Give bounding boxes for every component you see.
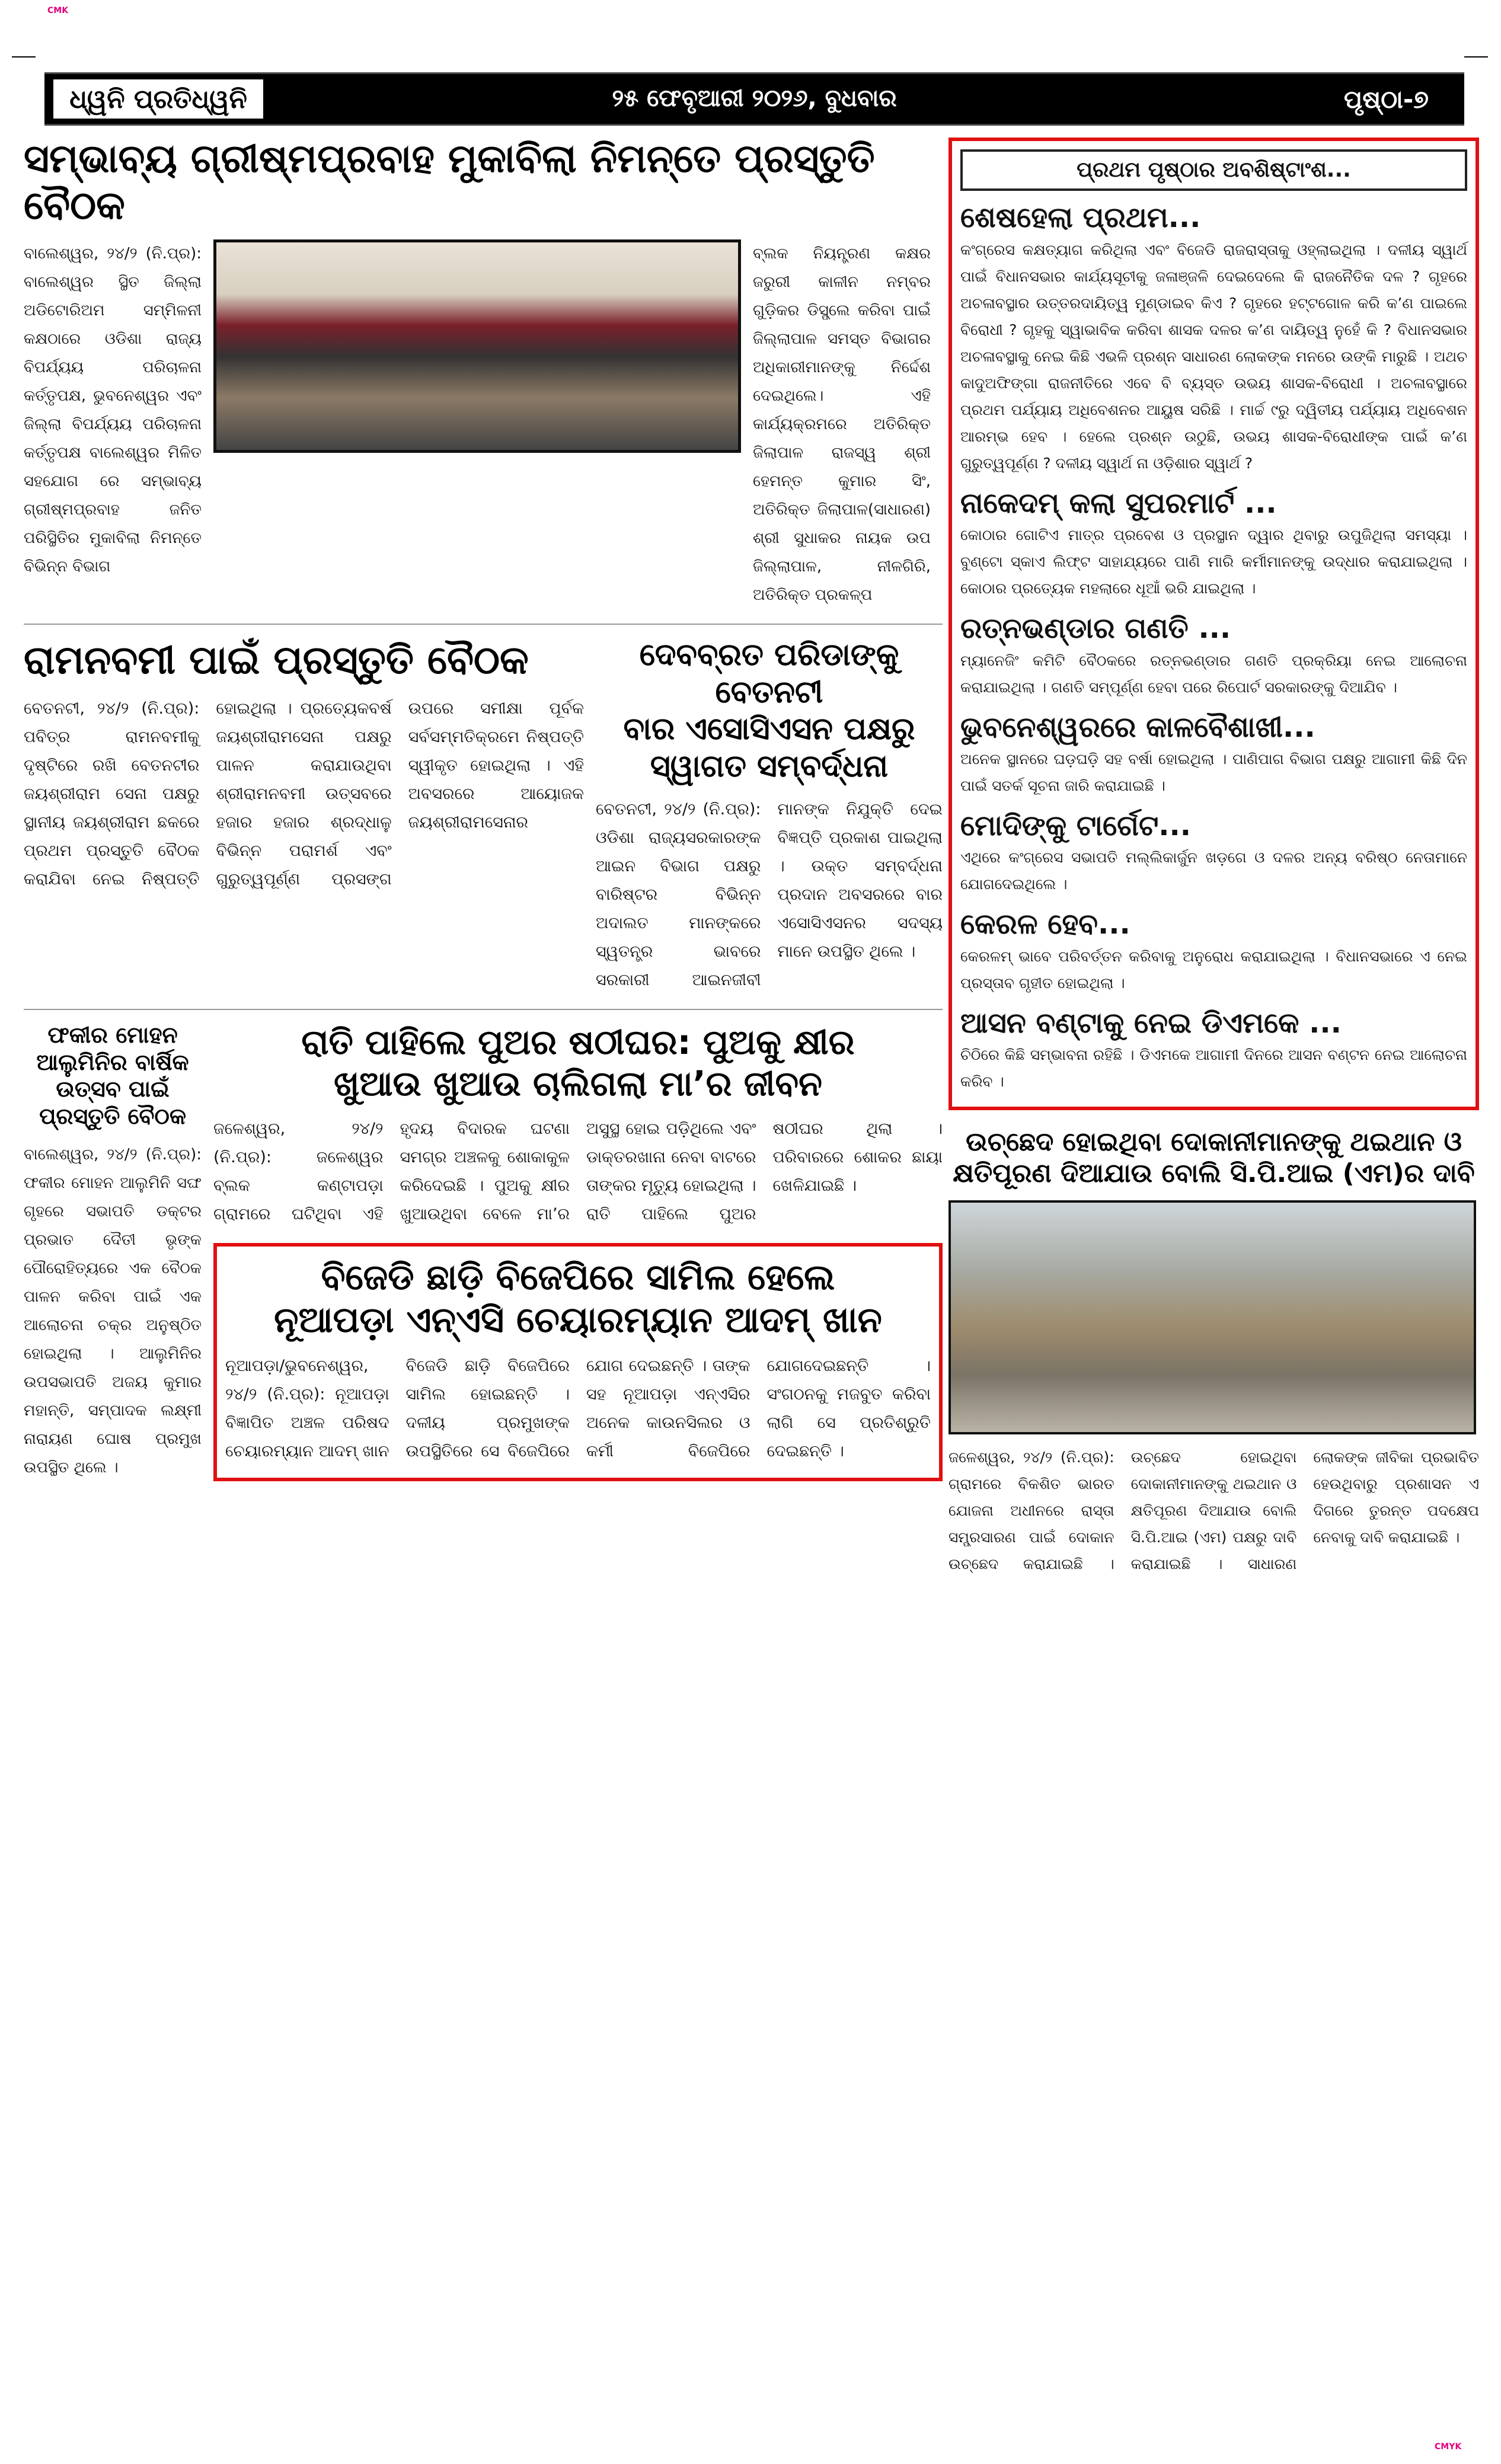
article-bjd-bjp-body: ନୂଆପଡ଼ା/ଭୁବନେଶ୍ୱର, ୨୪/୨ (ନି.ପ୍ର): ନୂଆପଡ଼ା ବିଜ୍ଞାପିତ ଅଞ୍ଚଳ ପରିଷଦ ଚେୟାରମ୍ୟାନ ଆଦମ୍ ଖାନ ବିଜେଡି ଛାଡ଼ି ବିଜେପିରେ ସାମିଲ ହୋଇଛନ୍ତି । ଦଳୀୟ ପ୍ରମୁଖଙ୍କ ଉପସ୍ଥିତିରେ ସେ ବିଜେପିରେ ଯୋଗ ଦେଇଛନ୍ତି । ତାଙ୍କ ସହ ନୂଆପଡ଼ା ଏନ୍‌ଏସିର ଅନେକ କାଉନସିଲର ଓ କର୍ମୀ ବିଜେପିରେ ଯୋଗଦେଇଛନ୍ତି । ସଂଗଠନକୁ ମଜବୁତ କରିବା ଲାଗି ସେ ପ୍ରତିଶ୍ରୁତି ଦେଇଛନ୍ତି । (225, 1357, 931, 1461)
crop-mark (12, 56, 36, 57)
page-number: ପୃଷ୍ଠା-୭ (1343, 85, 1429, 114)
article-ramnavami-body: ବେତନଟୀ, ୨୪/୨ (ନି.ପ୍ର): ପବିତ୍ର ରାମନବମୀକୁ ଦୃଷ୍ଟିରେ ରଖି ବେତନଟୀର ଜୟଶ୍ରୀରାମ ସେନା ପକ୍ଷରୁ ସ୍ଥାନୀୟ ଜୟଶ୍ରୀରାମ ଛକରେ ପ୍ରଥମ ପ୍ରସ୍ତୁତି ବୈଠକ କରାଯିବା ନେଇ ନିଷ୍ପତ୍ତି ହୋଇଥିଲା । ପ୍ରତ୍ୟେକବର୍ଷ ଜୟଶ୍ରୀରାମସେନା ପକ୍ଷରୁ ପାଳନ କରାଯାଉଥିବା ଶ୍ରୀରାମନବମୀ ଉତ୍ସବରେ ହଜାର ହଜାର ଶ୍ରଦ୍ଧାଳୁ ବିଭିନ୍ନ ପରାମର୍ଶ ଏବଂ ଗୁରୁତ୍ୱପୂର୍ଣ୍ଣ ପ୍ରସଙ୍ଗ ଉପରେ ସମୀକ୍ଷା ପୂର୍ବକ ସର୍ବସମ୍ମତିକ୍ରମେ ନିଷ୍ପତ୍ତି ସ୍ୱୀକୃତ ହୋଇଥିଲା । ଏହି ଅବସରରେ ଆୟୋଜକ ଜୟଶ୍ରୀରାମସେନାର (24, 699, 584, 889)
article-heatwave-col3: ବ୍ଲକ ନିୟନ୍ତ୍ରଣ କକ୍ଷର ଜରୁରୀ କାଳୀନ ନମ୍ବର ଗୁଡ଼ିକର ଡିସ୍ପ୍ଲେ କରିବା ପାଇଁ ଜିଲ୍ଲାପାଳ ସମସ୍ତ ବିଭାଗର ଅଧିକାରୀମାନଙ୍କୁ ନିର୍ଦ୍ଦେଶ ଦେଇଥିଲେ। ଏହି କାର୍ଯ୍ୟକ୍ରମରେ ଅତିରିକ୍ତ ଜିଲାପାଳ ରାଜସ୍ୱ ଶ୍ରୀ ହେମନ୍ତ କୁମାର ସିଂ, ଅତିରିକ୍ତ ଜିଲାପାଳ(ସାଧାରଣ) ଶ୍ରୀ ସୁଧାକର ନାୟକ ଉପ ଜିଲ୍ଲାପାଳ, ନୀଳଗିରି, ଅତିରିକ୍ତ ପ୍ରକଳ୍ପ (753, 245, 931, 605)
continuation-heading: ନାକେଦମ୍ କଲା ସୁପରମାର୍ଟ ... (960, 486, 1277, 520)
article-fakir-mohan-body: ବାଲେଶ୍ୱର, ୨୪/୨ (ନି.ପ୍ର): ଫକୀର ମୋହନ ଆଲୁମିନି ସଙ୍ଘ ଗୃହରେ ସଭାପତି ଡକ୍ଟର ପ୍ରଭାତ ଦୈତୀ ଭୃଙ୍କ ପୌରୋହିତ୍ୟରେ ଏକ ବୈଠକ ପାଳନ କରିବା ପାଇଁ ଏକ ଆଲୋଚନା ଚକ୍ର ଅନୁଷ୍ଠିତ ହୋଇଥିଲା । ଆଲୁମିନିର ଉପସଭାପତି ଅଜୟ କୁମାର ମହାନ୍ତି, ସମ୍ପାଦକ ଲକ୍ଷ୍ମୀ ନାରାୟଣ ଘୋଷ ପ୍ରମୁଖ ଉପସ୍ଥିତ ଥିଲେ । (24, 1146, 202, 1477)
headline-bjd-bjp (225, 1256, 931, 1341)
article-bjd-bjp-box (213, 1243, 943, 1481)
article-sasthi-body: ଜଳେଶ୍ୱର, ୨୪/୨ (ନି.ପ୍ର): ଜଳେଶ୍ୱର ବ୍ଲକ କଣ୍ଟାପଡ଼ା ଗ୍ରାମରେ ଘଟିଥିବା ଏହି ହୃଦୟ ବିଦାରକ ଘଟଣା ସମଗ୍ର ଅଞ୍ଚଳକୁ ଶୋକାକୁଳ କରିଦେଇଛି । ପୁଅକୁ କ୍ଷୀର ଖୁଆଉଥିବା ବେଳେ ମା’ର ଅସୁସ୍ଥ ହୋଇ ପଡ଼ିଥିଲେ ଏବଂ ଡାକ୍ତରଖାନା ନେବା ବାଟରେ ତାଙ୍କର ମୃତ୍ୟୁ ହୋଇଥିଲା । ରାତି ପାହିଲେ ପୁଅର ଷଠୀଘର ଥିଲା । ପରିବାରରେ ଶୋକର ଛାୟା ଖେଳିଯାଇଛି । (213, 1120, 943, 1224)
headline-line: ନୂଆପଡ଼ା ଏନ୍‌ଏସି ଚେୟାରମ୍ୟାନ ଆଦମ୍ ଖାନ (274, 1299, 882, 1341)
headline-line: ସ୍ୱାଗତ ସମ୍ବର୍ଦ୍ଧନା (650, 748, 889, 784)
continuation-text: କେରଳମ୍ ଭାବେ ପରିବର୍ତ୍ତନ କରିବାକୁ ଅନୁରୋଧ କରାଯାଇଥିଲା । ବିଧାନସଭାରେ ଏ ନେଇ ପ୍ରସ୍ତାବ ଗୃହୀତ ହୋଇଥିଲା । (960, 947, 1467, 992)
headline-cpim (948, 1127, 1479, 1190)
right-news-column (948, 138, 1479, 1577)
headline-line: ଖୁଆଉ ଖୁଆଉ ଚାଲିଗଲା ମା’ର ଜୀବନ (333, 1063, 823, 1104)
continuation-heading: ଆସନ ବଣ୍ଟାକୁ ନେଇ ଡିଏମକେ ... (960, 1006, 1342, 1040)
headline-heatwave: ସମ୍ଭାବ୍ୟ ଗ୍ରୀଷ୍ମପ୍ରବାହ ମୁକାବିଲା ନିମନ୍ତେ ପ୍ରସ୍ତୁତି ବୈଠକ (24, 136, 875, 229)
continuations-title: ପ୍ରଥମ ପୃଷ୍ଠାର ଅବଶିଷ୍ଟାଂଶ... (960, 149, 1467, 191)
headline-line: ବାର ଏସୋସିଏସନ ପକ୍ଷରୁ (623, 711, 915, 747)
newspaper-logo: ଧ୍ୱନି ପ୍ରତିଧ୍ୱନି (52, 78, 265, 120)
demolition-photo (948, 1200, 1476, 1434)
continuation-text: ମ୍ୟାନେଜିଂ କମିଟି ବୈଠକରେ ରତ୍ନଭଣ୍ଡାର ଗଣତି ପ୍ରକ୍ରିୟା ନେଇ ଆଲୋଚନା କରାଯାଇଥିଲା । ଗଣତି ସମ୍ପୂର୍ଣ୍ଣ ହେବା ପରେ ରିପୋର୍ଟ ସରକାରଙ୍କୁ ଦିଆଯିବ । (960, 651, 1467, 696)
continuation-heading: ମୋଦିଙ୍କୁ ଟାର୍ଗେଟ... (960, 808, 1191, 842)
registration-mark-top: CMK (47, 6, 69, 15)
continuations-list (960, 199, 1467, 1095)
article-sasthi (213, 1022, 943, 1229)
headline-ramnavami: ରାମନବମୀ ପାଇଁ ପ୍ରସ୍ତୁତି ବୈଠକ (24, 637, 529, 683)
article-cpim-body: ଜଳେଶ୍ୱର, ୨୪/୨ (ନି.ପ୍ର): ଗ୍ରାମରେ ବିକଶିତ ଭାରତ ଯୋଜନା ଅଧୀନରେ ରାସ୍ତା ସମ୍ପ୍ରସାରଣ ପାଇଁ ଦୋକାନ ଉଚ୍ଛେଦ କରାଯାଇଛି । ଉଚ୍ଛେଦ ହୋଇଥିବା ଦୋକାନୀମାନଙ୍କୁ ଥଇଥାନ ଓ କ୍ଷତିପୂରଣ ଦିଆଯାଉ ବୋଲି ସି.ପି.ଆଇ (ଏମ) ପକ୍ଷରୁ ଦାବି କରାଯାଇଛି । ସାଧାରଣ ଲୋକଙ୍କ ଜୀବିକା ପ୍ରଭାବିତ ହେଉଥିବାରୁ ପ୍ରଶାସନ ଏ ଦିଗରେ ତୁରନ୍ତ ପଦକ୍ଷେପ ନେବାକୁ ଦାବି କରାଯାଇଛି । (948, 1448, 1479, 1573)
continuation-heading: ଶେଷହେଲା ପ୍ରଥମ... (960, 201, 1201, 235)
article-fakir-mohan (24, 1022, 202, 1482)
continuation-heading: ରତ୍ନଭଣ୍ଡାର ଗଣତି ... (960, 612, 1231, 645)
article-heatwave-col1: ବାଲେଶ୍ୱର, ୨୪/୨ (ନି.ପ୍ର): ବାଲେଶ୍ୱର ସ୍ଥିତ ଜିଲ୍ଲା ଅଡିଟୋରିଅମ ସମ୍ମିଳନୀ କକ୍ଷଠାରେ ଓଡିଶା ରାଜ୍ୟ ବିପର୍ଯ୍ୟୟ ପରିଚାଳନା କର୍ତ୍ତୃପକ୍ଷ, ଭୁବନେଶ୍ୱର ଏବଂ ଜିଲ୍ଲା ବିପର୍ଯ୍ୟୟ ପରିଚାଳନା କର୍ତ୍ତୃପକ୍ଷ ବାଲେଶ୍ୱର ମିଳିତ ସହଯୋଗ ରେ ସମ୍ଭାବ୍ୟ ଗ୍ରୀଷ୍ମପ୍ରବାହ ଜନିତ ପରିସ୍ଥିତିର ମୁକାବିଲା ନିମନ୍ତେ ବିଭିନ୍ନ ବିଭାଗ (24, 245, 202, 576)
article-debabrata-body: ବେତନଟୀ, ୨୪/୨ (ନି.ପ୍ର): ଓଡିଶା ରାଜ୍ୟସରକାରଙ୍କ ଆଇନ ବିଭାଗ ପକ୍ଷରୁ ବାରିଷ୍ଟର ବିଭିନ୍ନ ଅଦାଲତ ମାନଙ୍କରେ ସ୍ୱତନ୍ତ୍ର ଭାବରେ ସରକାରୀ ଆଇନଜୀବୀ ମାନଙ୍କ ନିଯୁକ୍ତି ଦେଇ ବିଜ୍ଞପ୍ତି ପ୍ରକାଶ ପାଇଥିଲା । ଉକ୍ତ ସମ୍ବର୍ଦ୍ଧନା ପ୍ରଦାନ ଅବସରରେ ବାର ଏସୋସିଏସନର ସଦସ୍ୟ ମାନେ ଉପସ୍ଥିତ ଥିଲେ । (596, 800, 943, 989)
article-debabrata (596, 637, 943, 995)
article-cpim (948, 1127, 1479, 1577)
masthead (44, 72, 1464, 126)
divider (24, 1009, 943, 1010)
issue-date: ୨୫ ଫେବୃଆରୀ ୨୦୨୬, ବୁଧବାର (612, 85, 897, 112)
headline-line: କ୍ଷତିପୂରଣ ଦିଆଯାଉ ବୋଲି ସି.ପି.ଆଇ (ଏମ)ର ଦାବି (953, 1158, 1475, 1188)
continuation-text: କଂଗ୍ରେସ କକ୍ଷତ୍ୟାଗ କରିଥିଲା ଏବଂ ବିଜେଡି ରାଜରାସ୍ତାକୁ ଓହ୍ଲାଇଥିଲା । ଦଳୀୟ ସ୍ୱାର୍ଥ ପାଇଁ ବିଧାନସଭାର କାର୍ଯ୍ୟସୂଚୀକୁ ଜଳାଞ୍ଜଳି ଦେଇଦେଲେ କି ରାଜନୈତିକ ଦଳ ? ଗୃହରେ ଅଚଳାବସ୍ଥାର ଉତ୍ତରଦାୟିତ୍ୱ ମୁଣ୍ଡାଇବ କିଏ ? ଗୃହରେ ହଟ୍ଟଗୋଳ କରି କ’ଣ ପାଇଲେ ବିରୋଧୀ ? ଗୃହକୁ ସ୍ୱାଭାବିକ କରିବା ଶାସକ ଦଳର କ’ଣ ଦାୟିତ୍ୱ ନୁହେଁ କି ? ବିଧାନସଭାର ଅଚଳାବସ୍ଥାକୁ ନେଇ କିଛି ଏଭଳି ପ୍ରଶ୍ନ ସାଧାରଣ ଲୋକଙ୍କ ମନରେ ଉଙ୍କି ମାରୁଛି । ଅଥଚ କାଦୁଅଫିଙ୍ଗା ରାଜନୀତିରେ ଏବେ ବି ବ୍ୟସ୍ତ ଉଭୟ ଶାସକ-ବିରୋଧୀ । ଅଚଳାବସ୍ଥାରେ ପ୍ରଥମ ପର୍ଯ୍ୟାୟ ଅଧିବେଶନର ଆୟୁଷ ସରିଛି । ମାର୍ଚ୍ଚ ୯ରୁ ଦ୍ୱିତୀୟ ପର୍ଯ୍ୟାୟ ଅଧିବେଶନ ଆରମ୍ଭ ହେବ । ହେଲେ ପ୍ରଶ୍ନ ଉଠୁଛି, ଉଭୟ ଶାସକ-ବିରୋଧୀଙ୍କ ପାଇଁ କ’ଣ ଗୁରୁତ୍ୱପୂର୍ଣ୍ଣ ? ଦଳୀୟ ସ୍ୱାର୍ଥ ନା ଓଡ଼ିଶାର ସ୍ୱାର୍ଥ ? (960, 241, 1467, 472)
left-news-column (24, 135, 943, 1482)
headline-line: ଉଚ୍ଛେଦ ହୋଇଥିବା ଦୋକାନୀମାନଙ୍କୁ ଥଇଥାନ ଓ (966, 1127, 1462, 1158)
article-ramnavami (24, 637, 584, 893)
headline-debabrata (596, 637, 943, 785)
headline-line: ବିଜେଡି ଛାଡ଼ି ବିଜେପିରେ ସାମିଲ ହେଲେ (321, 1257, 835, 1299)
headline-sasthi (213, 1022, 943, 1104)
headline-line: ରାତି ପାହିଲେ ପୁଅର ଷଠୀଘର: ପୁଅକୁ କ୍ଷୀର (301, 1021, 855, 1062)
headline-fakir-mohan: ଫକୀର ମୋହନ ଆଲୁମିନିର ବାର୍ଷିକ ଉତ୍ସବ ପାଇଁ ପ୍ରସ୍ତୁତି ବୈଠକ (36, 1021, 189, 1129)
continuation-heading: ଭୁବନେଶ୍ୱରରେ କାଳବୈଶାଖୀ... (960, 710, 1315, 744)
crop-mark (1464, 56, 1488, 57)
continuation-text: ଚିଠିରେ କିଛି ସମ୍ଭାବନା ରହିଛି । ଡିଏମକେ ଆଗାମୀ ଦିନରେ ଆସନ ବଣ୍ଟନ ନେଇ ଆଲୋଚନା କରିବ । (960, 1046, 1467, 1091)
registration-mark-bottom: CMYK (1435, 2442, 1462, 2452)
continuations-box (948, 138, 1479, 1110)
continuation-text: କୋଠାର ଗୋଟିଏ ମାତ୍ର ପ୍ରବେଶ ଓ ପ୍ରସ୍ଥାନ ଦ୍ୱାର ଥିବାରୁ ଉପୁଜିଥିଲା ସମସ୍ୟା । ବୁଣ୍ଟୋ ସ୍କାଏ ଲିଫ୍ଟ ସାହାଯ୍ୟରେ ପାଣି ମାରି କର୍ମୀମାନଙ୍କୁ ଉଦ୍ଧାର କରାଯାଇଥିଲା । କୋଠାର ପ୍ରତ୍ୟେକ ମହଲାରେ ଧୂଆଁ ଭରି ଯାଇଥିଲା । (960, 526, 1467, 597)
continuation-text: ଏଥିରେ କଂଗ୍ରେସ ସଭାପତି ମଲ୍ଲିକାର୍ଜୁନ ଖଡ଼ଗେ ଓ ଦଳର ଅନ୍ୟ ବରିଷ୍ଠ ନେତାମାନେ ଯୋଗଦେଇଥିଲେ । (960, 849, 1467, 893)
article-heatwave (24, 135, 943, 609)
continuation-text: ଅନେକ ସ୍ଥାନରେ ଘଡ଼ଘଡ଼ି ସହ ବର୍ଷା ହୋଇଥିଲା । ପାଣିପାଗ ବିଭାଗ ପକ୍ଷରୁ ଆଗାମୀ କିଛି ଦିନ ପାଇଁ ସତର୍କ ସୂଚନା ଜାରି କରାଯାଇଛି । (960, 750, 1467, 794)
headline-line: ଦେବବ୍ରତ ପରିଡାଙ୍କୁ ବେତନଟୀ (639, 637, 899, 710)
continuation-heading: କେରଳ ହେବ... (960, 907, 1130, 941)
meeting-photo (213, 239, 741, 453)
divider (24, 624, 943, 625)
